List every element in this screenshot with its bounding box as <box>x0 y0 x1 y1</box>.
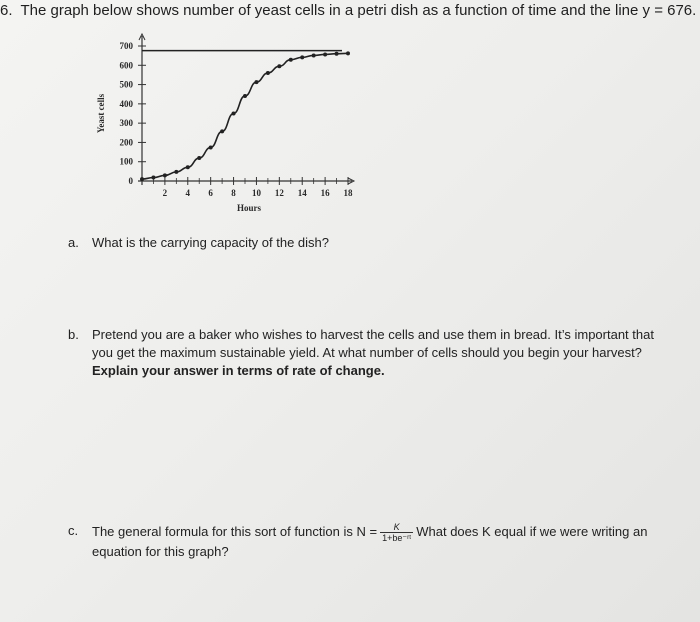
yeast-growth-chart <box>88 28 368 228</box>
y-axis-label: Yeast cells <box>96 93 106 134</box>
part-b-text: Pretend you are a baker who wishes to harvest the cells and use them in bread. It’s important that you get the maximum sustainable yield. At what number of cells should you begin your harvest? <box>92 327 654 360</box>
formula-numerator: K <box>380 522 413 533</box>
data-point-3 <box>174 170 178 174</box>
data-point-16 <box>323 52 327 56</box>
x-tick-label-8: 8 <box>231 188 236 198</box>
data-point-0 <box>140 177 144 181</box>
x-tick-label-10: 10 <box>251 188 261 198</box>
x-tick-label-2: 2 <box>162 188 168 198</box>
data-point-8 <box>232 112 236 116</box>
data-point-11 <box>266 71 270 75</box>
part-b <box>68 326 668 380</box>
y-tick-label-300: 300 <box>119 118 133 129</box>
part-a <box>68 234 668 252</box>
x-tick-label-12: 12 <box>274 188 284 198</box>
data-point-17 <box>335 52 339 56</box>
chart-svg <box>88 28 368 228</box>
data-point-13 <box>289 58 293 62</box>
part-b-bold-text: Explain your answer in terms of rate of change. <box>92 363 385 378</box>
data-point-5 <box>197 156 201 160</box>
y-tick-label-700: 700 <box>119 41 133 51</box>
question-heading <box>0 2 697 20</box>
data-point-10 <box>254 80 258 84</box>
part-c <box>68 522 668 561</box>
data-point-1 <box>151 176 155 180</box>
part-c-letter: c. <box>68 523 79 538</box>
series-line <box>142 53 348 179</box>
part-a-letter: a. <box>68 235 79 250</box>
x-tick-label-4: 4 <box>185 188 191 198</box>
part-a-text: What is the carrying capacity of the dish? <box>92 235 330 250</box>
y-tick-label-400: 400 <box>119 98 133 109</box>
part-b-body <box>92 326 668 380</box>
data-point-9 <box>243 94 247 98</box>
x-tick-label-6: 6 <box>208 188 213 198</box>
question-text: The graph below shows number of yeast cells in a petri dish as a function of time and the line y = 676. <box>20 2 697 19</box>
part-c-text-after: What does K equal if we were writing an equation for this graph? <box>92 523 648 559</box>
formula-denominator: 1+be⁻ʳᵗ <box>382 533 412 543</box>
x-tick-label-18: 18 <box>343 188 353 198</box>
data-point-14 <box>300 55 304 59</box>
x-tick-label-16: 16 <box>320 188 330 198</box>
data-point-2 <box>163 173 167 177</box>
data-point-15 <box>312 53 316 57</box>
x-tick-label-14: 14 <box>297 188 307 198</box>
part-b-letter: b. <box>68 327 79 342</box>
part-c-text-before: The general formula for this sort of function is N = <box>92 523 378 539</box>
data-point-18 <box>346 51 350 55</box>
data-point-12 <box>277 64 281 68</box>
y-tick-label-500: 500 <box>119 79 133 90</box>
data-point-4 <box>186 165 190 169</box>
data-point-7 <box>220 129 224 133</box>
y-tick-label-0: 0 <box>128 176 133 186</box>
question-number: 6. <box>0 2 13 19</box>
part-c-body <box>92 522 668 561</box>
data-point-6 <box>209 145 213 149</box>
y-tick-label-100: 100 <box>119 156 133 167</box>
y-tick-label-600: 600 <box>119 60 133 71</box>
logistic-formula-fraction <box>380 522 413 543</box>
x-axis-label: Hours <box>236 203 262 213</box>
y-tick-label-200: 200 <box>119 137 133 148</box>
